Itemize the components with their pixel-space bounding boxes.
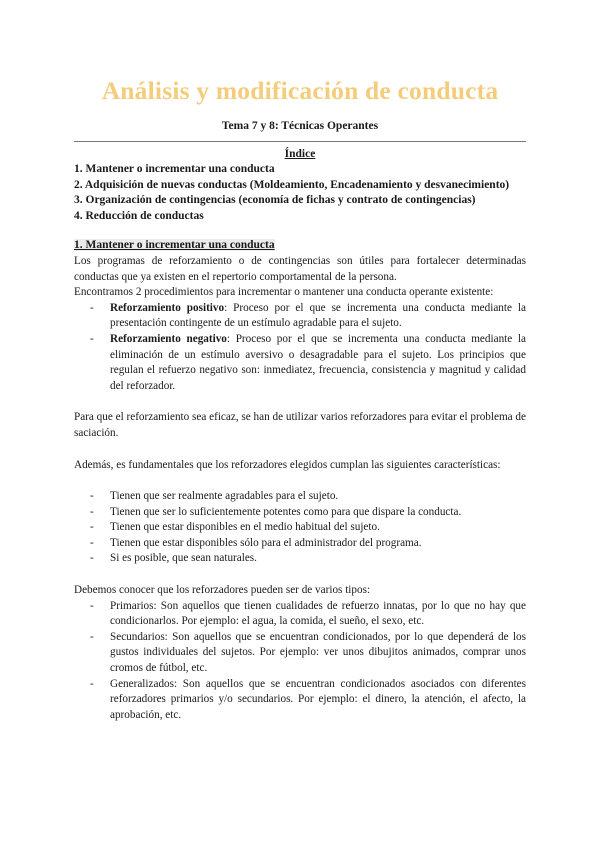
term-definition: : Proceso por el que se incrementa una conducta mediante la eliminación de un estímulo aversivo o desagradable para el sujeto. Los principios que regulan el refuerzo negativo son: inmediatez, frecuencia, consistencia y magnitud y calidad del reforzador.	[110, 332, 526, 392]
list-item	[74, 332, 526, 394]
paragraph-intro: Los programas de reforzamiento o de contingencias son útiles para fortalecer determinadas conductas que ya existen en el repertorio comportamental de la persona.	[74, 254, 526, 283]
index-list	[74, 162, 526, 224]
section-heading	[74, 238, 526, 254]
section-heading-text: 1. Mantener o incrementar una conducta	[74, 239, 275, 252]
paragraph-types-intro: Debemos conocer que los reforzadores pueden ser de varios tipos:	[74, 584, 371, 597]
paragraph-procedures-intro: Encontramos 2 procedimientos para incrementar o mantener una conducta operante existente:	[74, 286, 494, 299]
list-item: - Tienen que ser realmente agradables para el sujeto.	[74, 489, 526, 505]
procedures-list	[74, 301, 526, 395]
paragraph-characteristics-intro: Además, es fundamentales que los reforzadores elegidos cumplan las siguientes características:	[74, 458, 501, 471]
index-item: 1. Mantener o incrementar una conducta	[74, 163, 275, 175]
document-subtitle: Tema 7 y 8: Técnicas Operantes	[221, 120, 379, 132]
index-item: 2. Adquisición de nuevas conductas (Moldeamiento, Encadenamiento y desvanecimiento)	[74, 178, 510, 191]
term-label: Reforzamiento positivo	[110, 301, 225, 314]
index-item: 3. Organización de contingencias (economía de fichas y contrato de contingencias)	[74, 194, 476, 207]
paragraph-satiation: Para que el reforzamiento sea eficaz, se han de utilizar varios reforzadores para evitar el problema de saciación.	[74, 411, 526, 439]
term-label: Reforzamiento negativo	[110, 332, 227, 345]
horizontal-divider	[74, 141, 526, 142]
list-item: - Tienen que estar disponibles sólo para el administrador del programa.	[74, 536, 526, 552]
list-item: - Primarios: Son aquellos que tienen cualidades de refuerzo innatas, por lo que no hay que condicionarlos. Por ejemplo: el agua, la comida, el sueño, el sexo, etc.	[74, 599, 526, 630]
characteristics-list	[74, 489, 526, 567]
list-item: - Generalizados: Son aquellos que se encuentran condicionados asociados con diferentes reforzadores primarios y/o secundarios. Por ejemplo: el dinero, la atención, el afecto, la aprobación, etc.	[74, 677, 526, 724]
list-item: - Secundarios: Son aquellos que se encuentran condicionados, por lo que dependerá de los gustos individuales del sujetos. Por ejemplo: ver unos dibujitos animados, comprar unos cromos de fútbol, etc.	[74, 630, 526, 677]
document-title: Análisis y modificación de conducta	[101, 76, 499, 105]
list-item: - Tienen que ser lo suficientemente potentes como para que dispare la conducta.	[74, 505, 526, 521]
types-list	[74, 599, 526, 724]
list-item	[74, 301, 526, 332]
index-heading: Índice	[284, 148, 316, 160]
list-item: - Tienen que estar disponibles en el medio habitual del sujeto.	[74, 520, 526, 536]
term-definition: : Proceso por el que se incrementa una conducta mediante la presentación contingente de un estímulo agradable para el sujeto.	[110, 301, 527, 330]
document-page	[74, 0, 526, 723]
index-item: 4. Reducción de conductas	[74, 209, 204, 222]
list-item: - Si es posible, que sean naturales.	[74, 551, 526, 567]
